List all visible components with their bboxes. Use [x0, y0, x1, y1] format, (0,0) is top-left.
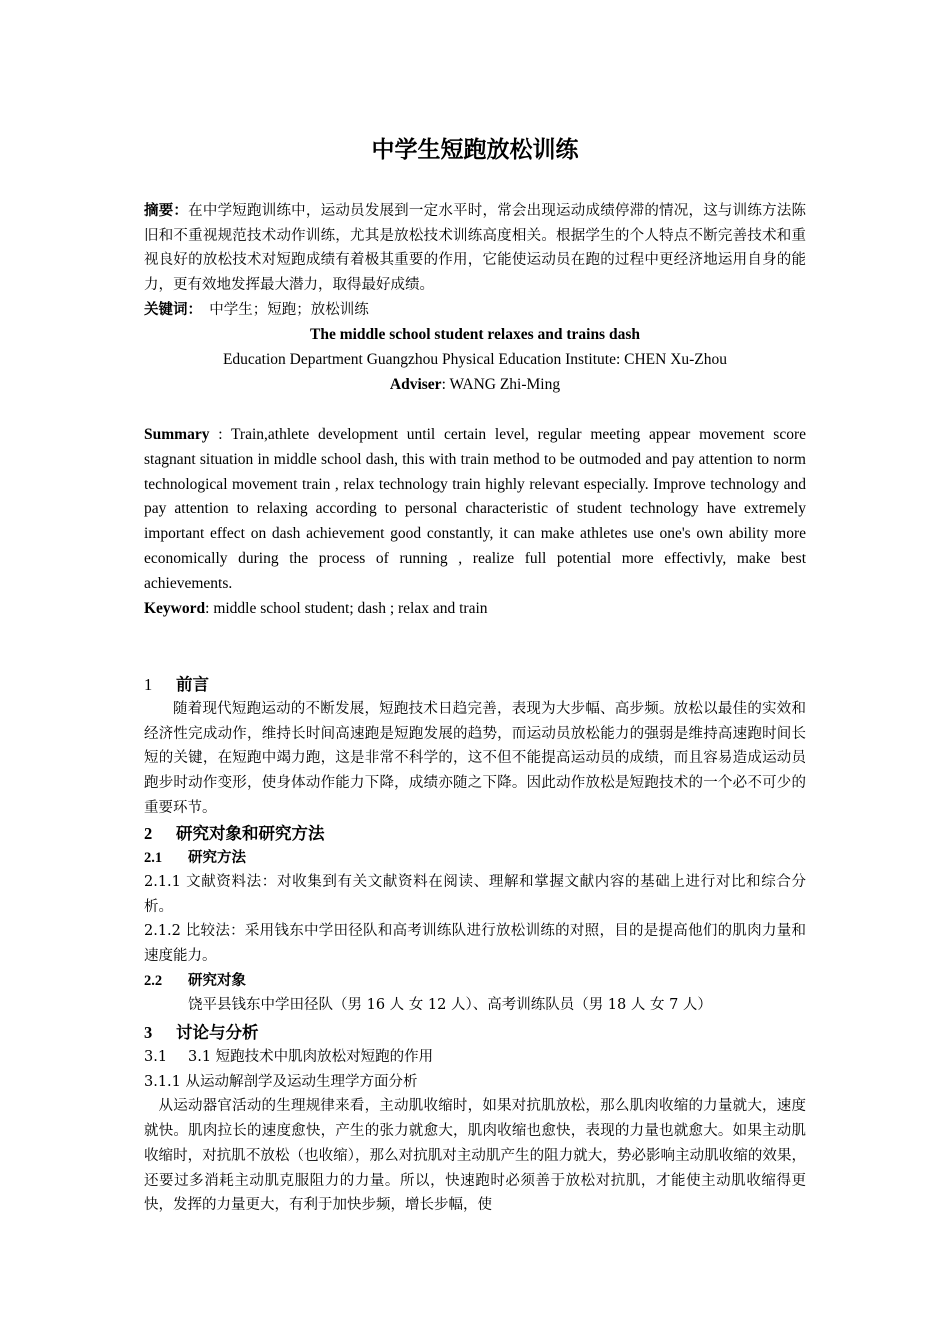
section-3-body: 从运动器官活动的生理规律来看，主动肌收缩时，如果对抗肌放松，那么肌肉收缩的力量就大，速度就快。肌肉拉长的速度愈快，产生的张力就愈大，肌肉收缩也愈快，表现的力量也就愈大。如果主动肌收缩时，对抗肌不放松（也收缩），那么对抗肌对主动肌产生的阻力就大，势必影响主动肌收缩的效果，还要过多消耗主动肌克服阻力的力量。所以，快速跑时必须善于放松对抗肌，才能使主动肌收缩得更快，发挥的力量更大，有利于加快步频，增长步幅，使	[144, 1098, 806, 1214]
section-2-heading	[144, 821, 806, 846]
summary-label: Summary	[144, 426, 210, 443]
keywords-zh-text: 中学生；短跑；放松训练	[209, 301, 369, 318]
paper-title: 中学生短跑放松训练	[371, 137, 579, 163]
keyword-label: Keyword	[144, 599, 206, 617]
keywords-zh	[144, 298, 806, 323]
abstract-zh	[144, 199, 806, 298]
section-3-title: 讨论与分析	[176, 1023, 259, 1042]
section-1-number: 1	[144, 675, 153, 694]
keyword-text: : middle school student; dash ; relax and train	[205, 599, 488, 617]
section-3	[144, 1020, 806, 1218]
section-2-1-2: 2.1.2 比较法：采用钱东中学田径队和高考训练队进行放松训练的对照，目的是提高他们的肌肉力量和速度能力。	[144, 923, 806, 965]
abstract-zh-block	[144, 199, 806, 323]
english-summary-block	[144, 423, 806, 621]
section-2-1-1: 2.1.1 文献资料法：对收集到有关文献资料在阅读、理解和掌握文献内容的基础上进行对比和综合分析。	[144, 874, 806, 915]
section-2-title: 研究对象和研究方法	[176, 824, 325, 843]
abstract-zh-text: 在中学短跑训练中，运动员发展到一定水平时，常会出现运动成绩停滞的情况，这与训练方法陈旧和不重视规范技术动作训练，尤其是放松技术训练高度相关。根据学生的个人特点不断完善技术和重视良好的放松技术对短跑成绩有着极其重要的作用，它能使运动员在跑的过程中更经济地运用自身的能力，更有效地发挥最大潜力，取得最好成绩。	[144, 203, 807, 294]
section-1-body: 随着现代短跑运动的不断发展，短跑技术日趋完善，表现为大步幅、高步频。放松以最佳的实效和经济性完成动作，维持长时间高速跑是短跑发展的趋势，而运动员放松能力的强弱是维持高速跑时间长短的关键，在短跑中竭力跑，这是非常不科学的，这不但不能提高运动员的成绩，而且容易造成运动员跑步时动作变形，使身体动作能力下降，成绩亦随之下降。因此动作放松是短跑技术的一个必不可少的重要环节。	[144, 701, 806, 816]
english-summary	[144, 423, 806, 597]
section-2-1-heading	[144, 846, 806, 870]
section-1-heading	[144, 672, 806, 697]
section-2	[144, 821, 806, 1018]
adviser-label: Adviser	[389, 375, 442, 393]
section-1-title: 前言	[176, 675, 209, 694]
abstract-zh-label: 摘要：	[144, 203, 189, 219]
section-3-1-number: 3.1	[144, 1049, 168, 1065]
english-keyword	[144, 597, 806, 622]
section-3-1-heading	[144, 1045, 806, 1070]
section-2-1-number: 2.1	[144, 850, 163, 866]
keywords-zh-label: 关键词：	[144, 301, 202, 318]
section-1	[144, 672, 806, 821]
section-2-number: 2	[144, 824, 153, 843]
section-2-1-title: 研究方法	[188, 850, 246, 866]
english-header	[144, 323, 806, 397]
section-2-2-body: 饶平县钱东中学田径队（男 16 人 女 12 人）、高考训练队员（男 18 人 女 7 人）	[188, 996, 712, 1013]
english-title: The middle school student relaxes and trains dash	[309, 326, 640, 343]
english-affiliation: Education Department Guangzhou Physical Education Institute: CHEN Xu-Zhou	[222, 350, 728, 368]
section-2-2-title: 研究对象	[188, 972, 246, 989]
section-2-2-heading	[144, 969, 806, 993]
section-3-1-title: 3.1 短跑技术中肌肉放松对短跑的作用	[188, 1049, 434, 1065]
section-3-1-1-heading: 3.1.1 从运动解剖学及运动生理学方面分析	[144, 1073, 418, 1090]
section-3-number: 3	[144, 1023, 153, 1042]
summary-text: : Train,athlete development until certain level, regular meeting appear movement score stagnant situation in middle school dash, this with train method to be outmoded and pay attention to norm technological movement train , relax technology train highly relevant especially. Improve technology and pay attention to relaxing according to personal characteristic of student technology have extremely important effect on dash achievement good constantly, it can make athletes use one's own ability more economically during the process of running , realize full potential more effectivly, make best achievements.	[144, 426, 806, 592]
section-3-heading	[144, 1020, 806, 1045]
section-2-2-number: 2.2	[144, 972, 163, 989]
adviser-name: : WANG Zhi-Ming	[441, 375, 561, 393]
english-adviser	[144, 373, 806, 398]
